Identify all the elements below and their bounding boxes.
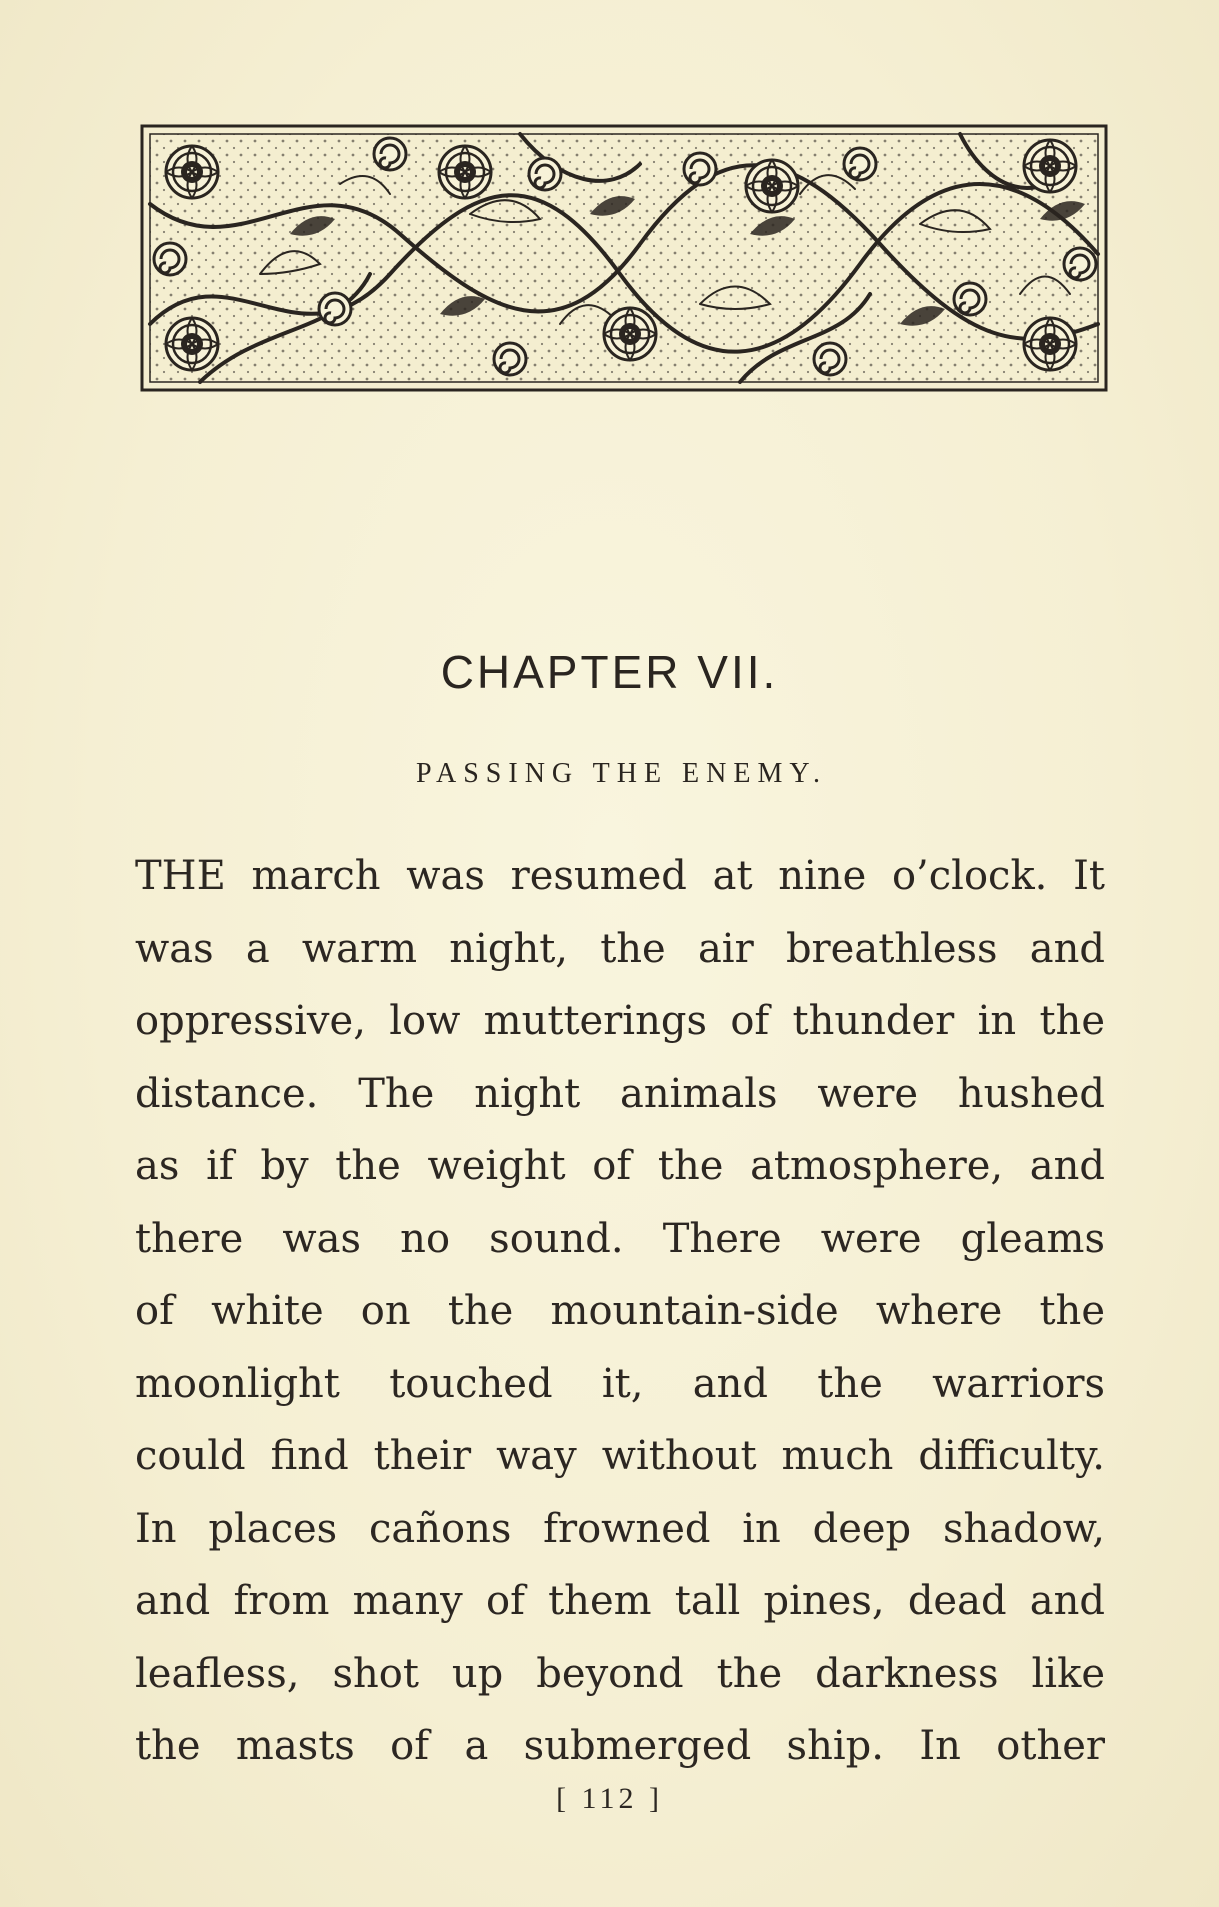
text-line: oppressive, low mutterings of thunder in the [135,998,1105,1044]
text-line: In places cañons frowned in deep shadow, [135,1505,1105,1552]
text-line: could find their way without much difficulty. [135,1433,1105,1479]
chapter-subtitle: PASSING THE ENEMY. [416,758,827,789]
decorative-headpiece-ornament [140,124,1108,392]
body-text [135,840,1105,1783]
chapter-title: CHAPTER VII. [440,646,779,698]
text-line: THE march was resumed at nine o’clock. It [135,853,1105,899]
text-line: as if by the weight of the atmosphere, and [135,1143,1105,1189]
text-line: moonlight touched it, and the warriors [135,1360,1105,1407]
text-line: was a warm night, the air breathless and [135,925,1105,972]
text-line: distance. The night animals were hushed [135,1070,1105,1117]
page-number: [ 112 ] [556,1782,663,1815]
text-line: of white on the mountain-side where the [135,1288,1105,1334]
text-line: and from many of them tall pines, dead and [135,1578,1105,1624]
text-line: leafless, shot up beyond the darkness like [135,1650,1105,1697]
text-line: there was no sound. There were gleams [135,1215,1105,1262]
text-line: the masts of a submerged ship. In other [135,1723,1105,1769]
